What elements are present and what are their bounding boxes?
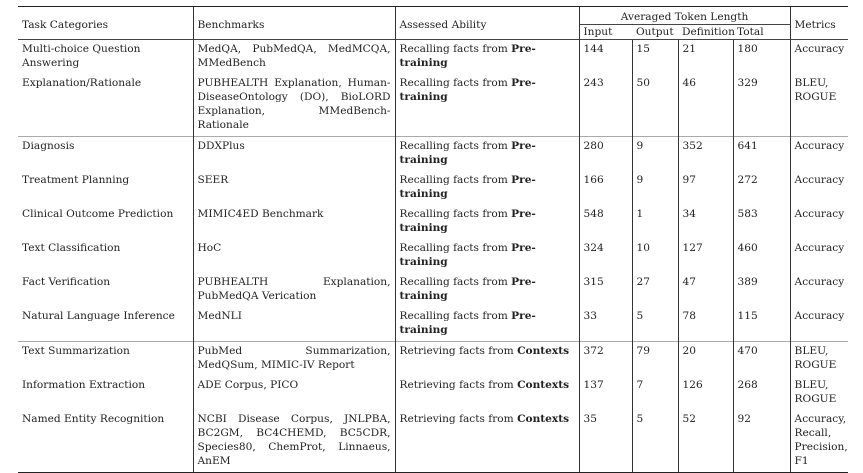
header-output: Output [636,26,674,38]
definition-length-cell: 52 [678,410,733,473]
task-category-cell: Text Summarization [18,342,193,377]
ability-prefix: Recalling facts from [399,140,512,152]
output-length-cell: 10 [632,239,678,273]
table-row [18,171,848,205]
definition-length-cell: 47 [678,273,733,307]
table-body [18,40,848,473]
task-category-cell: Named Entity Recognition [18,410,193,473]
definition-length-cell: 34 [678,205,733,239]
header-task-categories: Task Categories [18,7,193,40]
assessed-ability-cell [395,205,579,239]
definition-length-cell: 46 [678,74,733,137]
ability-source: Pre-training [399,276,536,302]
assessed-ability-cell [395,137,579,172]
task-category-cell: Multi-choice Question Answering [18,40,193,75]
ability-source: Pre-training [399,77,536,103]
benchmark-table [18,6,848,473]
ability-prefix: Recalling facts from [399,77,512,89]
metrics-cell: Accuracy [790,307,848,342]
ability-prefix: Recalling facts from [399,174,512,186]
task-category-cell: Explanation/Rationale [22,77,142,89]
total-length-cell: 92 [733,410,790,473]
ability-source: Pre-training [399,208,536,234]
output-length-cell: 1 [632,205,678,239]
assessed-ability-cell [395,307,579,342]
ability-source: Pre-training [399,174,536,200]
header-assessed-ability: Assessed Ability [395,7,579,40]
ability-source: Pre-training [399,43,536,69]
metrics-cell: Accuracy [790,171,848,205]
ability-source: Contexts [517,413,570,425]
output-length-cell: 50 [632,74,678,137]
ability-source: Pre-training [399,310,536,336]
assessed-ability-cell [395,74,579,137]
header-benchmarks: Benchmarks [193,7,395,40]
task-category-cell: Text Classification [22,242,121,254]
table-row [18,137,848,172]
input-length-cell: 243 [579,74,632,137]
benchmarks-cell: DDXPlus [193,137,395,172]
header-averaged-token-length: Averaged Token Length [579,7,790,25]
table-row [18,273,848,307]
ability-prefix: Retrieving facts from [399,379,518,391]
benchmarks-cell: PubMed Summarization, MedQSum, MIMIC-IV Report [193,342,395,377]
benchmarks-cell: SEER [193,171,395,205]
metrics-cell: BLEU, ROGUE [790,342,848,377]
table-row [18,74,848,137]
input-length-cell: 166 [579,171,632,205]
metrics-cell: Accuracy [790,239,848,273]
benchmarks-cell: PUBHEALTH Explanation, Human-DiseaseOntology (DO), BioLORD Explanation, MMedBench-Rationale [193,74,395,137]
input-length-cell: 324 [579,239,632,273]
metrics-cell: Accuracy [790,40,848,75]
table-row [18,205,848,239]
output-length-cell: 15 [632,40,678,75]
output-length-cell: 5 [632,307,678,342]
total-length-cell: 470 [733,342,790,377]
definition-length-cell: 97 [678,171,733,205]
definition-length-cell: 127 [678,239,733,273]
task-category-cell: Natural Language Inference [22,310,175,322]
task-category-cell: Diagnosis [18,137,193,172]
assessed-ability-cell [395,273,579,307]
assessed-ability-cell [395,239,579,273]
table-row [18,342,848,377]
header-total: Total [737,26,764,38]
definition-length-cell: 21 [678,40,733,75]
ability-prefix: Retrieving facts from [399,413,518,425]
task-category-cell: Fact Verification [22,276,111,288]
definition-length-cell: 352 [678,137,733,172]
header-metrics: Metrics [790,7,848,40]
total-length-cell: 460 [733,239,790,273]
benchmarks-cell: MedNLI [193,307,395,342]
input-length-cell: 315 [579,273,632,307]
header-input: Input [579,25,632,40]
metrics-cell: Accuracy, Recall, Precision, F1 [790,410,848,473]
input-length-cell: 372 [579,342,632,377]
table-row [18,410,848,473]
benchmarks-cell: PUBHEALTH Explanation, PubMedQA Verication [193,273,395,307]
definition-length-cell: 126 [678,376,733,410]
ability-prefix: Recalling facts from [399,208,512,220]
total-length-cell: 180 [733,40,790,75]
output-length-cell: 9 [632,137,678,172]
benchmarks-cell: ADE Corpus, PICO [193,376,395,410]
ability-source: Contexts [517,379,570,391]
header-definition: Definition [682,26,735,38]
assessed-ability-cell [395,342,579,377]
task-category-cell: Information Extraction [22,379,146,391]
assessed-ability-cell [395,171,579,205]
definition-length-cell: 78 [678,307,733,342]
table-row [18,239,848,273]
table-row [18,40,848,75]
definition-length-cell: 20 [678,342,733,377]
ability-prefix: Recalling facts from [399,43,512,55]
total-length-cell: 583 [733,205,790,239]
assessed-ability-cell [395,40,579,75]
metrics-cell: Accuracy [790,137,848,172]
assessed-ability-cell [395,410,579,473]
ability-source: Pre-training [399,140,536,166]
ability-prefix: Recalling facts from [399,242,512,254]
benchmarks-cell: MIMIC4ED Benchmark [193,205,395,239]
total-length-cell: 272 [733,171,790,205]
output-length-cell: 9 [632,171,678,205]
total-length-cell: 641 [733,137,790,172]
task-category-cell: Treatment Planning [22,174,130,186]
ability-source: Contexts [517,345,570,357]
table-row [18,307,848,342]
total-length-cell: 329 [733,74,790,137]
input-length-cell: 137 [579,376,632,410]
total-length-cell: 268 [733,376,790,410]
ability-prefix: Recalling facts from [399,310,512,322]
table-row [18,376,848,410]
ability-prefix: Recalling facts from [399,276,512,288]
metrics-cell: Accuracy [790,205,848,239]
ability-prefix: Retrieving facts from [399,345,518,357]
input-length-cell: 548 [579,205,632,239]
metrics-cell: Accuracy [790,273,848,307]
output-length-cell: 79 [632,342,678,377]
input-length-cell: 35 [579,410,632,473]
table-header [18,7,848,40]
metrics-cell: BLEU, ROGUE [790,74,848,137]
benchmarks-cell: HoC [193,239,395,273]
benchmarks-cell: MedQA, PubMedQA, MedMCQA, MMedBench [193,40,395,75]
output-length-cell: 27 [632,273,678,307]
assessed-ability-cell [395,376,579,410]
ability-source: Pre-training [399,242,536,268]
metrics-cell: BLEU, ROGUE [790,376,848,410]
task-category-cell: Clinical Outcome Prediction [22,208,174,220]
output-length-cell: 5 [632,410,678,473]
benchmarks-cell: NCBI Disease Corpus, JNLPBA, BC2GM, BC4CHEMD, BC5CDR, Species80, ChemProt, Linnaeus, AnEM [193,410,395,473]
total-length-cell: 115 [733,307,790,342]
input-length-cell: 144 [579,40,632,75]
output-length-cell: 7 [632,376,678,410]
input-length-cell: 280 [579,137,632,172]
input-length-cell: 33 [579,307,632,342]
total-length-cell: 389 [733,273,790,307]
